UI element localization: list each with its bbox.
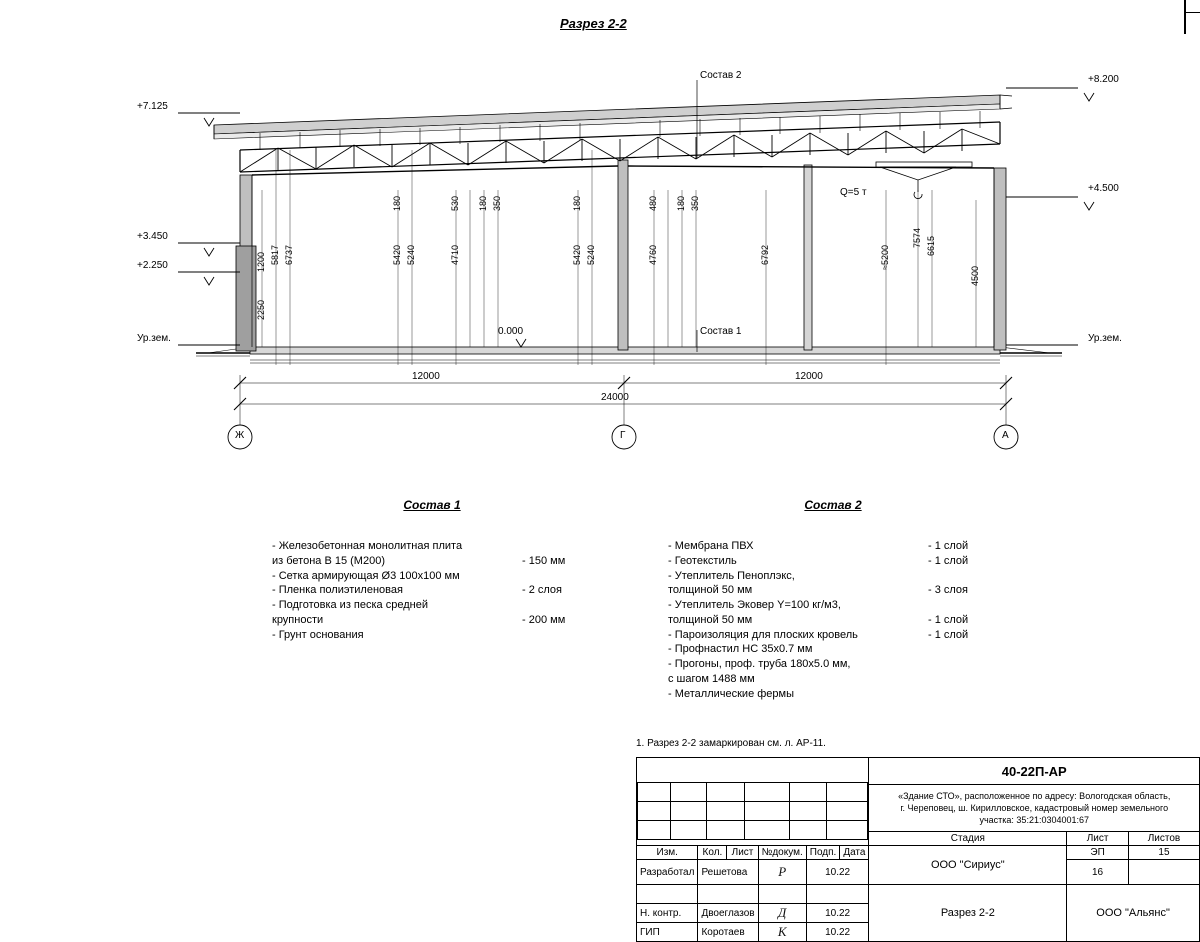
list-item: - Железобетонная монолитная плита	[272, 540, 463, 552]
callout-sostav2: Состав 2	[700, 70, 742, 81]
stamp-row-date	[806, 885, 869, 904]
dim-350-b: 350	[690, 196, 700, 212]
stamp-col-izm: Изм.	[637, 846, 698, 860]
dim-12000-right: 12000	[795, 371, 823, 382]
list-item: с шагом 1488 мм	[668, 672, 755, 685]
list-item: толщиной 50 мм - 1 слой	[668, 613, 969, 626]
dim-6615: 6615	[926, 236, 936, 257]
sheet-frame-corner	[1184, 0, 1186, 34]
sostav1-block	[272, 498, 592, 643]
stamp-col-data: Дата	[840, 846, 869, 860]
stamp-sheet-header: Лист	[1067, 832, 1129, 846]
list-item: - Грунт основания	[272, 628, 364, 641]
stamp-sheets-value: 16	[1067, 860, 1129, 885]
stamp-spare-cell	[1128, 860, 1199, 885]
stamp-row-name: Решетова	[698, 860, 758, 885]
stamp-row-name: Коротаев	[698, 923, 758, 942]
drawing-title: Разрез 2-2	[560, 16, 627, 31]
stamp-col-list: Лист	[727, 846, 758, 860]
axis-label-zh: Ж	[235, 430, 245, 441]
list-item: толщиной 50 мм - 3 слоя	[668, 584, 969, 597]
dim-4710: 4710	[450, 245, 460, 266]
list-item: - Мембрана ПВХ - 1 слой	[668, 540, 969, 552]
level-right-4500: +4.500	[1088, 183, 1119, 194]
stamp-row-role: Разработал	[637, 860, 698, 885]
stamp-col-podp: Подп.	[806, 846, 840, 860]
stamp-row-role: ГИП	[637, 923, 698, 942]
level-right-8200: +8.200	[1088, 74, 1119, 85]
dim-6737: 6737	[284, 245, 294, 266]
list-item: - Пароизоляция для плоских кровель - 1 слой	[668, 628, 969, 641]
dim-2250: 2250	[256, 300, 266, 321]
stamp-row-name: Двоеглазов	[698, 904, 758, 923]
callout-crane-capacity: Q=5 т	[840, 187, 867, 198]
callout-sostav1: Состав 1	[700, 326, 742, 337]
dim-24000-total: 24000	[601, 392, 629, 403]
list-item: - Профнастил НС 35х0.7 мм	[668, 643, 813, 656]
stamp-row-role: Н. контр.	[637, 904, 698, 923]
sostav1-title: Состав 1	[403, 498, 461, 512]
dim-480: 480	[648, 196, 658, 212]
list-item: - Металлические фермы	[668, 687, 795, 700]
stamp-row-date: 10.22	[806, 860, 869, 885]
dim-180-a: 180	[392, 196, 402, 212]
dim-6792: 6792	[760, 245, 770, 266]
dim-5817: 5817	[270, 245, 280, 266]
level-left-2250: +2.250	[137, 260, 168, 271]
dim-1200: 1200	[256, 252, 266, 273]
axis-label-g: Г	[620, 430, 626, 441]
list-item: - Сетка армирующая Ø3 100х100 мм	[272, 569, 460, 582]
list-item: из бетона В 15 (М200) - 150 мм	[272, 554, 566, 567]
list-item: - Подготовка из песка средней	[272, 599, 428, 611]
sheet-frame-corner-h	[1184, 12, 1200, 13]
sostav2-block	[668, 498, 998, 702]
stamp-table	[636, 757, 1200, 942]
stamp-object: «Здание СТО», расположенное по адресу: Вологодская область, г. Череповец, ш. Кирилловское, кадастровый номер земельного участка: 35:21:0304001:67	[869, 785, 1200, 832]
dim-5200: ≈5200	[880, 245, 890, 270]
stamp-row-name	[698, 885, 758, 904]
list-item: - Утеплитель Эковер Y=100 кг/м3,	[668, 599, 841, 611]
dim-5420-a: 5420	[392, 245, 402, 266]
stamp-org2: ООО "Альянс"	[1067, 885, 1200, 942]
dim-180-c: 180	[572, 196, 582, 212]
stamp-row-sign	[758, 885, 806, 904]
dim-180-b: 180	[478, 196, 488, 212]
dim-5240-a: 5240	[406, 245, 416, 266]
dim-530: 530	[450, 196, 460, 212]
stamp-row-date: 10.22	[806, 923, 869, 942]
stamp-row-role	[637, 885, 698, 904]
dim-12000-left: 12000	[412, 371, 440, 382]
stamp-row-sign: Р	[758, 860, 806, 885]
general-note: 1. Разрез 2-2 замаркирован см. л. АР-11.	[636, 738, 826, 749]
stamp-sheets-header: Листов	[1128, 832, 1199, 846]
stamp-code: 40-22П-АР	[869, 758, 1200, 785]
list-item: - Утеплитель Пеноплэкс,	[668, 569, 795, 582]
dim-4760: 4760	[648, 245, 658, 266]
level-left-7125: +7.125	[137, 101, 168, 112]
stamp-sheet-title: Разрез 2-2	[869, 885, 1067, 942]
list-item: - Прогоны, проф. труба 180х5.0 мм,	[668, 658, 851, 670]
stamp-row-sign: К	[758, 923, 806, 942]
level-zero: 0.000	[498, 326, 524, 337]
level-left-ground: Ур.зем.	[137, 333, 171, 344]
dim-180-d: 180	[676, 196, 686, 212]
stamp-stage-value: ЭП	[1067, 846, 1129, 860]
stamp-org1: ООО "Сириус"	[869, 846, 1067, 885]
list-item: - Пленка полиэтиленовая - 2 слоя	[272, 584, 563, 597]
level-right-ground: Ур.зем.	[1088, 333, 1122, 344]
dim-5240-b: 5240	[586, 245, 596, 266]
title-block	[636, 757, 1200, 942]
level-left-3450: +3.450	[137, 231, 168, 242]
dim-350-a: 350	[492, 196, 502, 212]
stamp-row-date: 10.22	[806, 904, 869, 923]
stamp-row-sign: Д	[758, 904, 806, 923]
axis-label-a: А	[1002, 430, 1009, 441]
sostav2-title: Состав 2	[804, 498, 862, 512]
section-drawing	[0, 0, 1200, 470]
list-item: крупности - 200 мм	[272, 613, 566, 626]
dim-4500: 4500	[970, 266, 980, 287]
list-item: - Геотекстиль - 1 слой	[668, 554, 969, 567]
dim-5420-b: 5420	[572, 245, 582, 266]
stamp-sheet-value: 15	[1128, 846, 1199, 860]
dim-7574: 7574	[912, 228, 922, 249]
stamp-col-docnum: №докум.	[758, 846, 806, 860]
stamp-stage-header: Стадия	[869, 832, 1067, 846]
stamp-col-kol: Кол.	[698, 846, 727, 860]
